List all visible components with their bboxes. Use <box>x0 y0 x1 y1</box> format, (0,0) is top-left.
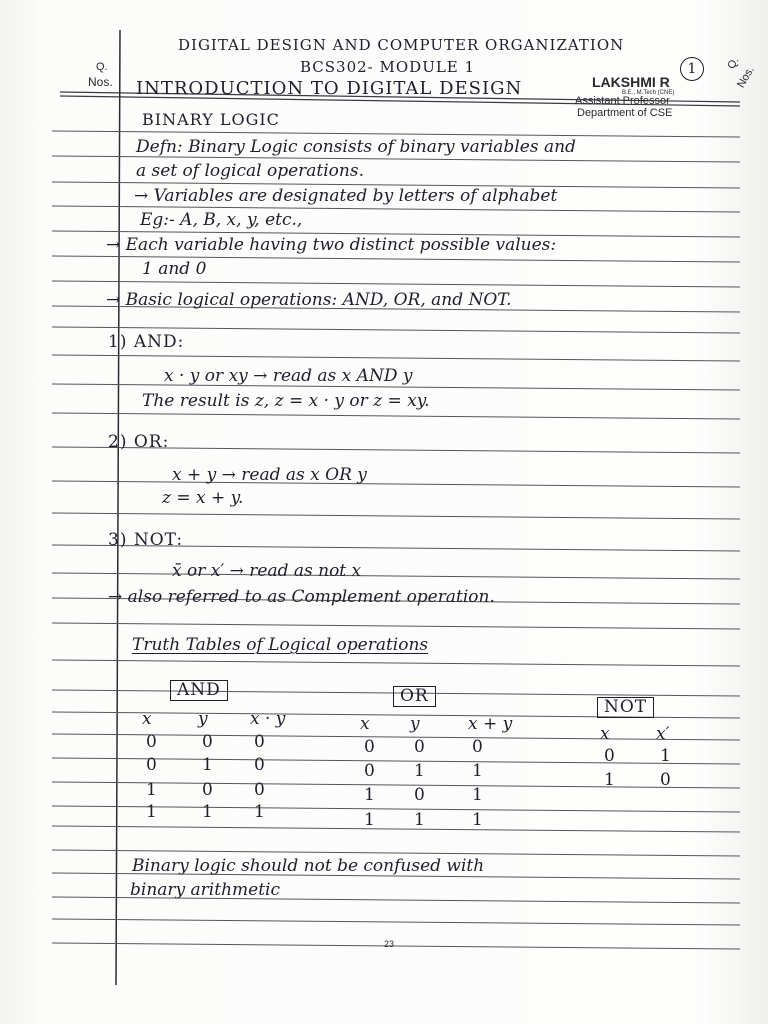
not-table-header: x <box>600 724 610 744</box>
not-table-header: x′ <box>656 724 670 744</box>
definition-line-1: Defn: Binary Logic consists of binary variables and <box>136 137 576 157</box>
or-table-cell: 1 <box>414 761 425 781</box>
or-table-cell: 0 <box>414 737 425 757</box>
not-table-cell: 0 <box>660 770 671 790</box>
and-table-header: y <box>198 709 208 729</box>
and-table-cell: 1 <box>202 755 213 775</box>
margin-q-label: Q. <box>96 61 108 73</box>
definition-line-2: a set of logical operations. <box>136 161 364 181</box>
not-table-cell: 0 <box>604 746 615 766</box>
or-table-cell: 1 <box>472 810 483 830</box>
variables-line-1: → Variables are designated by letters of alphabet <box>134 186 558 206</box>
topic-heading: BINARY LOGIC <box>142 110 280 129</box>
document-subtitle: BCS302- MODULE 1 <box>300 58 476 76</box>
and-table-cell: 1 <box>202 802 213 822</box>
or-table-header: x <box>360 714 370 734</box>
not-line-1: x̄ or x′ → read as not x <box>172 561 362 581</box>
variables-line-2: Eg:- A, B, x, y, etc., <box>140 210 303 230</box>
and-table-cell: 0 <box>202 780 213 800</box>
or-table-cell: 1 <box>364 810 375 830</box>
and-table-cell: 0 <box>202 732 213 752</box>
truth-tables-heading: Truth Tables of Logical operations <box>132 635 429 655</box>
or-line-2: z = x + y. <box>162 488 244 508</box>
or-table-cell: 1 <box>414 810 425 830</box>
or-line-1: x + y → read as x OR y <box>172 465 367 485</box>
not-heading: 3) NOT: <box>108 530 184 550</box>
corner-nos-label: Nos. <box>735 64 757 91</box>
and-table-cell: 0 <box>146 732 157 752</box>
stamp-name: LAKSHMI R <box>592 74 670 90</box>
margin-nos-label: Nos. <box>88 75 113 89</box>
page-mark-circle: 1 <box>680 57 704 81</box>
and-table-header: x · y <box>250 709 286 729</box>
or-table-header: x + y <box>468 714 513 734</box>
or-table-label: OR <box>393 686 436 707</box>
values-line-2: 1 and 0 <box>142 259 207 279</box>
stamp-dept: Department of CSE <box>577 107 673 119</box>
and-table-cell: 0 <box>254 755 265 775</box>
not-table-cell: 1 <box>604 770 615 790</box>
and-table-cell: 1 <box>146 780 157 800</box>
document-title: DIGITAL DESIGN AND COMPUTER ORGANIZATION <box>178 36 625 54</box>
basic-operations-line: → Basic logical operations: AND, OR, and NOT. <box>106 290 512 310</box>
or-table-cell: 0 <box>414 785 425 805</box>
and-line-1: x · y or xy → read as x AND y <box>164 366 413 386</box>
or-table-header: y <box>410 714 420 734</box>
or-table-cell: 1 <box>472 761 483 781</box>
or-heading: 2) OR: <box>108 432 170 452</box>
footer-line-1: Binary logic should not be confused with <box>132 856 485 876</box>
page-number: 23 <box>384 939 395 949</box>
or-table-cell: 1 <box>364 785 375 805</box>
and-table-cell: 0 <box>146 755 157 775</box>
not-line-2: → also referred to as Complement operation. <box>108 587 495 607</box>
section-heading: INTRODUCTION TO DIGITAL DESIGN <box>136 78 523 99</box>
and-line-2: The result is z, z = x · y or z = xy. <box>142 391 430 411</box>
or-table-cell: 0 <box>364 761 375 781</box>
and-table-cell: 1 <box>146 802 157 822</box>
stamp-degree: B.E., M.Tech (CNE) <box>622 90 675 96</box>
and-table-label: AND <box>170 680 228 701</box>
or-table-cell: 1 <box>472 785 483 805</box>
not-table-cell: 1 <box>660 746 671 766</box>
and-table-cell: 1 <box>254 802 265 822</box>
values-line-1: → Each variable having two distinct possible values: <box>106 235 557 255</box>
and-table-header: x <box>142 709 152 729</box>
footer-line-2: binary arithmetic <box>130 880 280 900</box>
not-table-label: NOT <box>597 697 654 718</box>
and-table-cell: 0 <box>254 732 265 752</box>
and-heading: 1) AND: <box>108 332 185 352</box>
stamp-role: Assistant Professor <box>575 95 670 107</box>
and-table-cell: 0 <box>254 780 265 800</box>
or-table-cell: 0 <box>364 737 375 757</box>
corner-q-label: Q. <box>725 55 742 72</box>
or-table-cell: 0 <box>472 737 483 757</box>
